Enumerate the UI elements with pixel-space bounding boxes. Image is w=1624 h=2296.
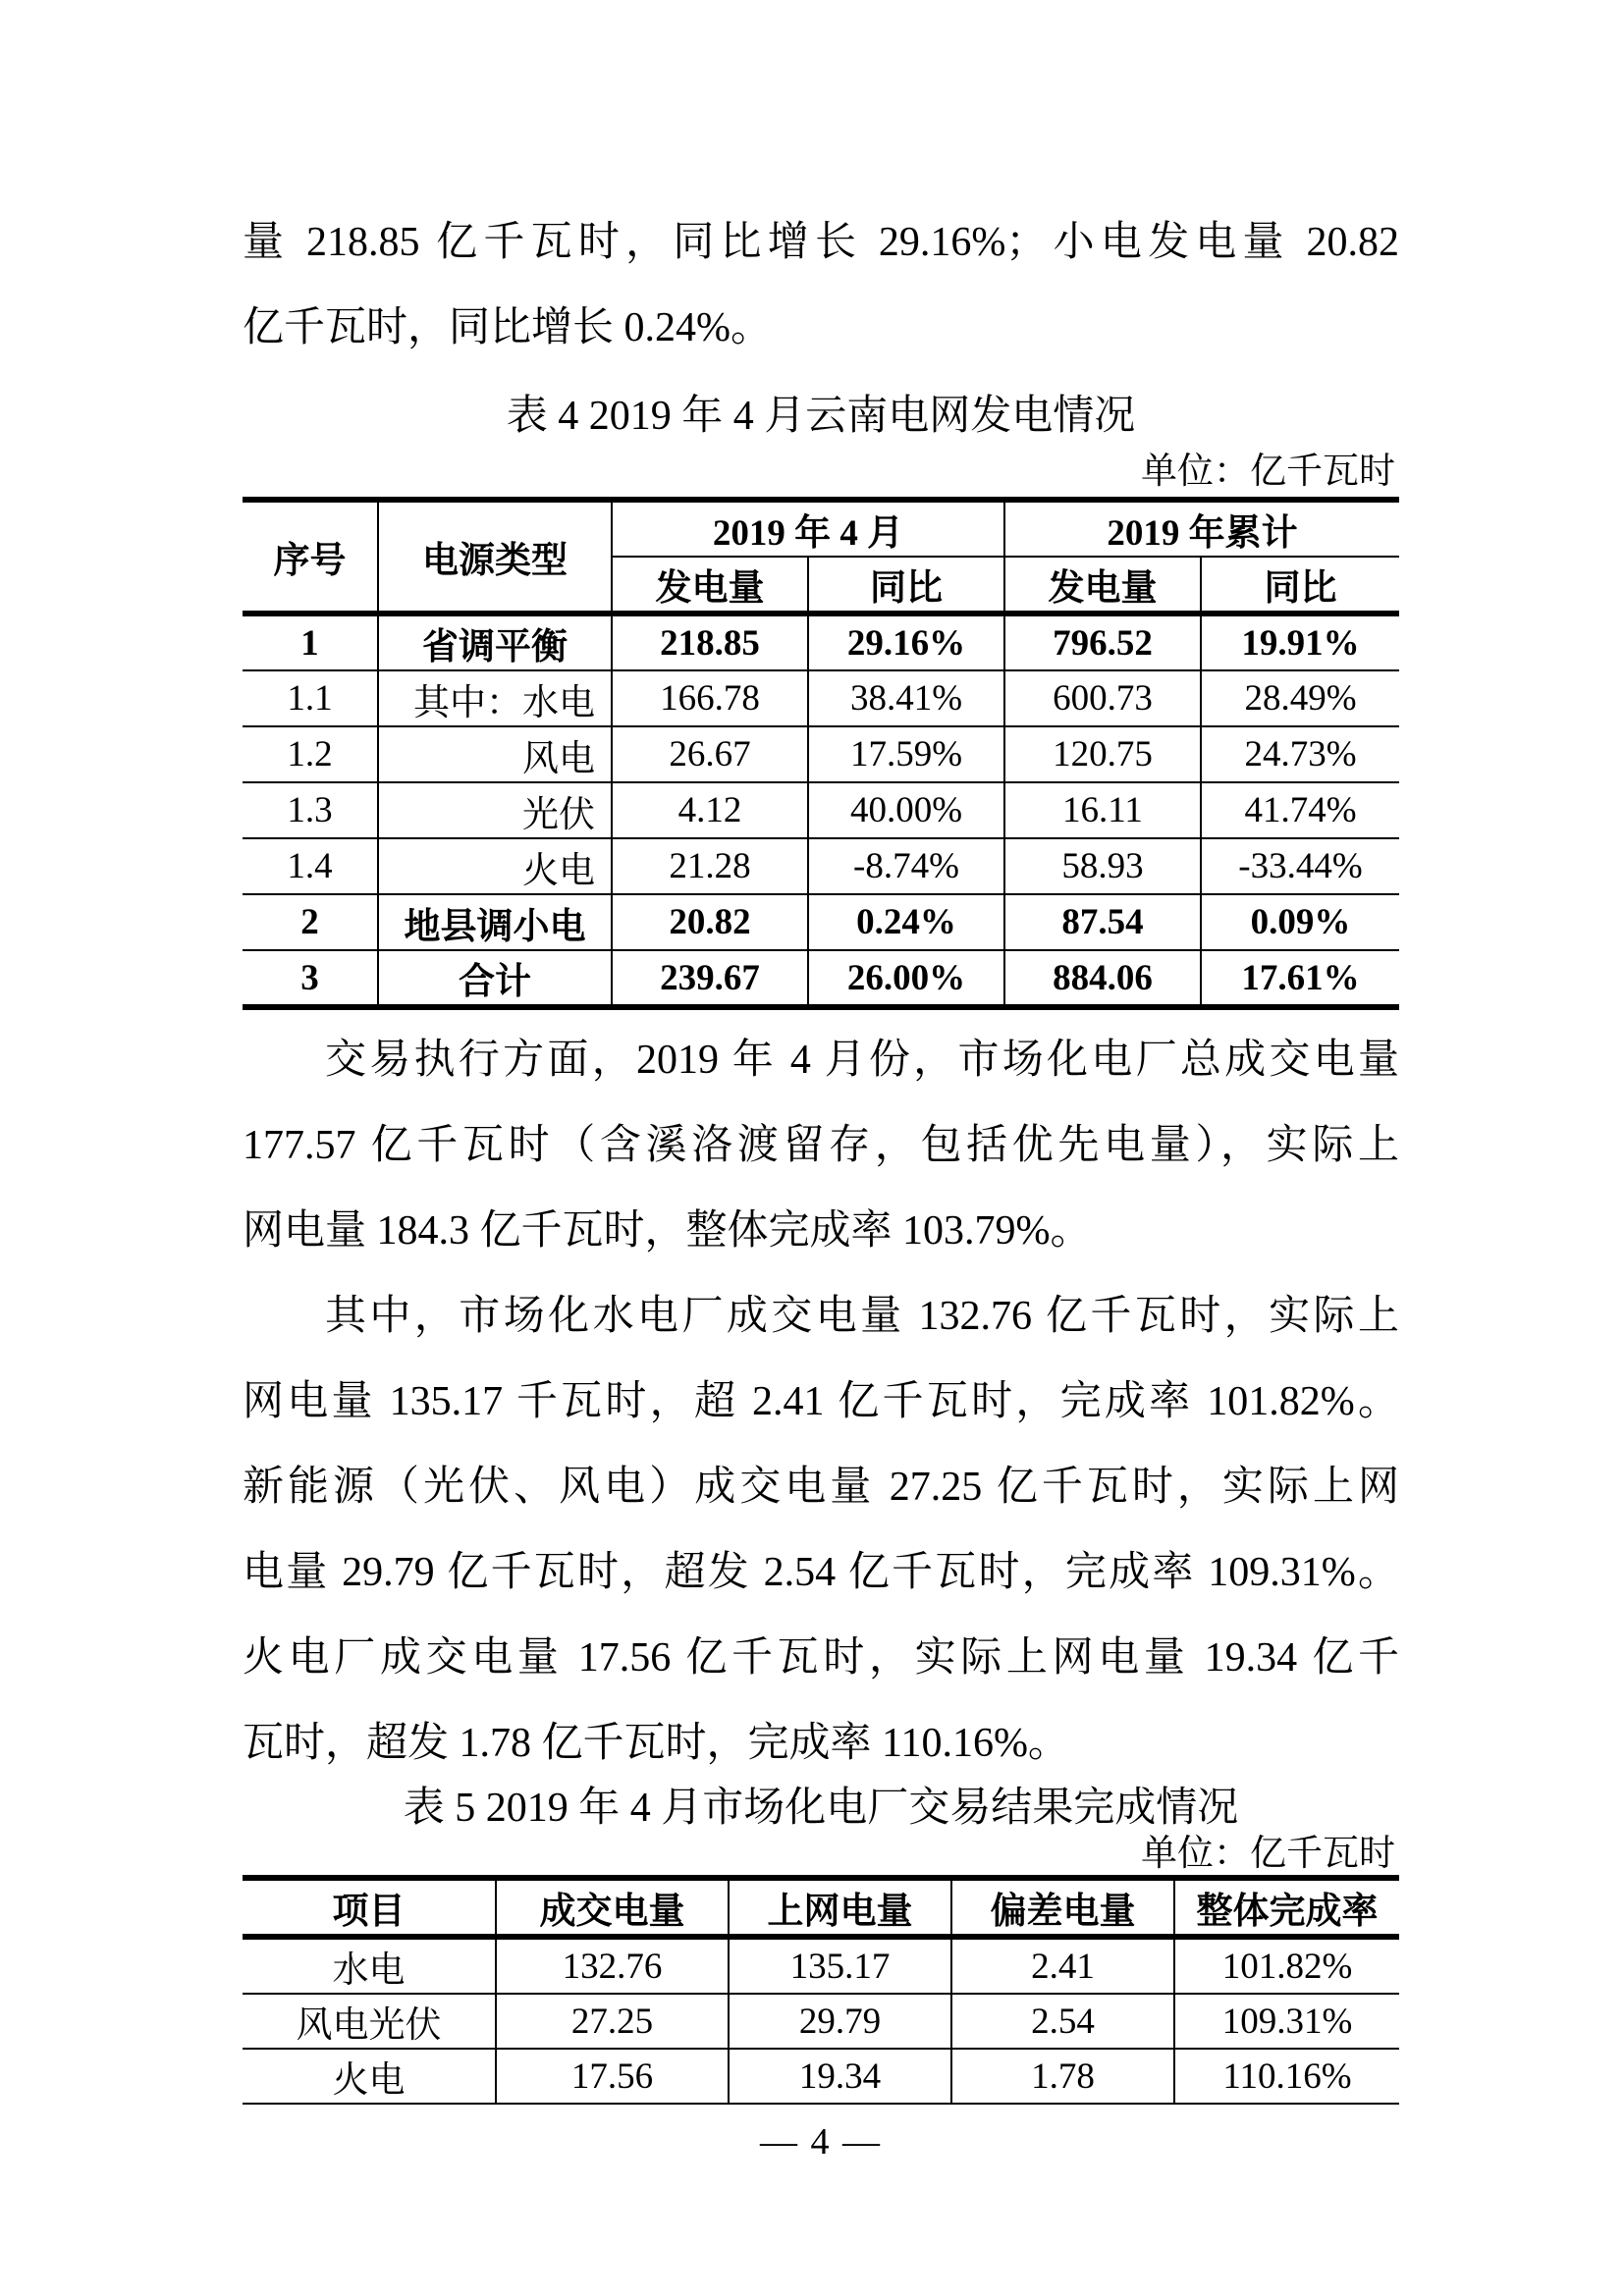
yoy-cell: 41.74%	[1201, 782, 1399, 838]
generation-cell: 600.73	[1004, 670, 1201, 726]
table-row	[243, 726, 1399, 782]
seq-cell: 3	[300, 957, 319, 998]
table-row	[243, 838, 1399, 894]
body-line: 电量 29.79 亿千瓦时，超发 2.54 亿千瓦时，完成率 109.31%。	[243, 1550, 1399, 1595]
ongrid-energy-cell: 29.79	[729, 1994, 951, 2049]
generation-cell: 4.12	[612, 782, 808, 838]
body-line: 网电量 135.17 千瓦时，超 2.41 亿千瓦时，完成率 101.82%。	[243, 1379, 1399, 1424]
deviation-column-header: 偏差电量	[951, 1878, 1174, 1937]
body-line: 网电量 184.3 亿千瓦时，整体完成率 103.79%。	[243, 1208, 1092, 1254]
item-cell: 风电光伏	[296, 2005, 442, 2046]
trade-table-header	[243, 1878, 1399, 1937]
power-type-cell: 地县调小电	[378, 894, 612, 950]
generation-table	[243, 497, 1399, 1010]
body-line: 177.57 亿千瓦时（含溪洛渡留存，包括优先电量），实际上	[243, 1123, 1399, 1168]
power-type-cell: 火电	[378, 838, 612, 894]
generation-cell: 20.82	[612, 894, 808, 950]
table-row	[243, 894, 1399, 950]
table-row	[243, 1937, 1399, 1994]
power-type-cell: 光伏	[378, 782, 612, 838]
seq-column-header: 序号	[273, 541, 347, 581]
yoy-cell: -8.74%	[808, 838, 1004, 894]
body-line: 量 218.85 亿千瓦时，同比增长 29.16%；小电发电量 20.82	[243, 220, 1399, 265]
seq-cell: 1	[300, 622, 319, 664]
ongrid-energy-cell: 135.17	[729, 1937, 951, 1994]
table4-title: 表 4 2019 年 4 月云南电网发电情况	[506, 394, 1136, 439]
generation-cell: 120.75	[1004, 726, 1201, 782]
seq-cell: 1.2	[287, 734, 333, 774]
generation-cell: 218.85	[612, 614, 808, 670]
completion-rate-cell: 110.16%	[1174, 2049, 1399, 2104]
power-type-column-header: 电源类型	[378, 500, 612, 614]
deviation-cell: 2.41	[951, 1937, 1174, 1994]
seq-cell: 1.4	[287, 846, 333, 886]
generation-cell: 26.67	[612, 726, 808, 782]
table-row	[243, 950, 1399, 1007]
generation-cell: 16.11	[1004, 782, 1201, 838]
page-number: — 4 —	[760, 2121, 882, 2163]
generation-table-header	[243, 500, 1399, 614]
body-line: 瓦时，超发 1.78 亿千瓦时，完成率 110.16%。	[243, 1721, 1069, 1766]
yoy-cell: 17.61%	[1201, 950, 1399, 1007]
body-line: 亿千瓦时，同比增长 0.24%。	[243, 305, 772, 350]
yoy-column-header: 同比	[1201, 557, 1399, 614]
power-type-cell: 其中：水电	[378, 670, 612, 726]
seq-cell: 1.1	[287, 678, 333, 719]
body-line: 新能源（光伏、风电）成交电量 27.25 亿千瓦时，实际上网	[243, 1465, 1399, 1510]
traded-energy-column-header: 成交电量	[496, 1878, 729, 1937]
generation-column-header: 发电量	[612, 557, 808, 614]
item-cell: 水电	[332, 1950, 406, 1991]
ongrid-energy-column-header: 上网电量	[729, 1878, 951, 1937]
seq-cell: 1.3	[287, 790, 333, 830]
body-line: 其中，市场化水电厂成交电量 132.76 亿千瓦时，实际上	[325, 1294, 1399, 1339]
generation-cell: 239.67	[612, 950, 808, 1007]
item-cell: 火电	[332, 2060, 406, 2101]
yoy-cell: 0.09%	[1201, 894, 1399, 950]
power-type-cell: 风电	[378, 726, 612, 782]
generation-cell: 796.52	[1004, 614, 1201, 670]
completion-rate-cell: 109.31%	[1174, 1994, 1399, 2049]
item-column-header: 项目	[332, 1892, 406, 1932]
yoy-cell: 19.91%	[1201, 614, 1399, 670]
generation-cell: 58.93	[1004, 838, 1201, 894]
generation-column-header: 发电量	[1004, 557, 1201, 614]
seq-cell: 2	[300, 902, 319, 942]
table5-title: 表 5 2019 年 4 月市场化电厂交易结果完成情况	[403, 1786, 1239, 1831]
yoy-cell: 17.59%	[808, 726, 1004, 782]
completion-rate-column-header: 整体完成率	[1174, 1878, 1399, 1937]
generation-cell: 166.78	[612, 670, 808, 726]
table5-unit-label: 单位：亿千瓦时	[1141, 1834, 1395, 1874]
traded-energy-cell: 132.76	[496, 1937, 729, 1994]
yoy-cell: 0.24%	[808, 894, 1004, 950]
yoy-cell: 26.00%	[808, 950, 1004, 1007]
traded-energy-cell: 17.56	[496, 2049, 729, 2104]
yoy-cell: 38.41%	[808, 670, 1004, 726]
yoy-cell: 24.73%	[1201, 726, 1399, 782]
deviation-cell: 1.78	[951, 2049, 1174, 2104]
trade-result-table	[243, 1875, 1399, 2105]
yoy-cell: 40.00%	[808, 782, 1004, 838]
generation-cell: 87.54	[1004, 894, 1201, 950]
table-row	[243, 614, 1399, 670]
completion-rate-cell: 101.82%	[1174, 1937, 1399, 1994]
table-row	[243, 782, 1399, 838]
table-row	[243, 2049, 1399, 2104]
yoy-cell: 28.49%	[1201, 670, 1399, 726]
month-group-header: 2019 年 4 月	[612, 500, 1004, 557]
table-row	[243, 670, 1399, 726]
power-type-cell: 合计	[378, 950, 612, 1007]
body-line: 火电厂成交电量 17.56 亿千瓦时，实际上网电量 19.34 亿千	[243, 1635, 1399, 1681]
yoy-column-header: 同比	[808, 557, 1004, 614]
ytd-group-header: 2019 年累计	[1004, 500, 1399, 557]
ongrid-energy-cell: 19.34	[729, 2049, 951, 2104]
yoy-cell: 29.16%	[808, 614, 1004, 670]
power-type-cell: 省调平衡	[378, 614, 612, 670]
generation-cell: 21.28	[612, 838, 808, 894]
yoy-cell: -33.44%	[1201, 838, 1399, 894]
table4-unit-label: 单位：亿千瓦时	[1141, 452, 1395, 492]
generation-cell: 884.06	[1004, 950, 1201, 1007]
table-row	[243, 1994, 1399, 2049]
traded-energy-cell: 27.25	[496, 1994, 729, 2049]
deviation-cell: 2.54	[951, 1994, 1174, 2049]
body-line: 交易执行方面，2019 年 4 月份，市场化电厂总成交电量	[325, 1038, 1399, 1083]
